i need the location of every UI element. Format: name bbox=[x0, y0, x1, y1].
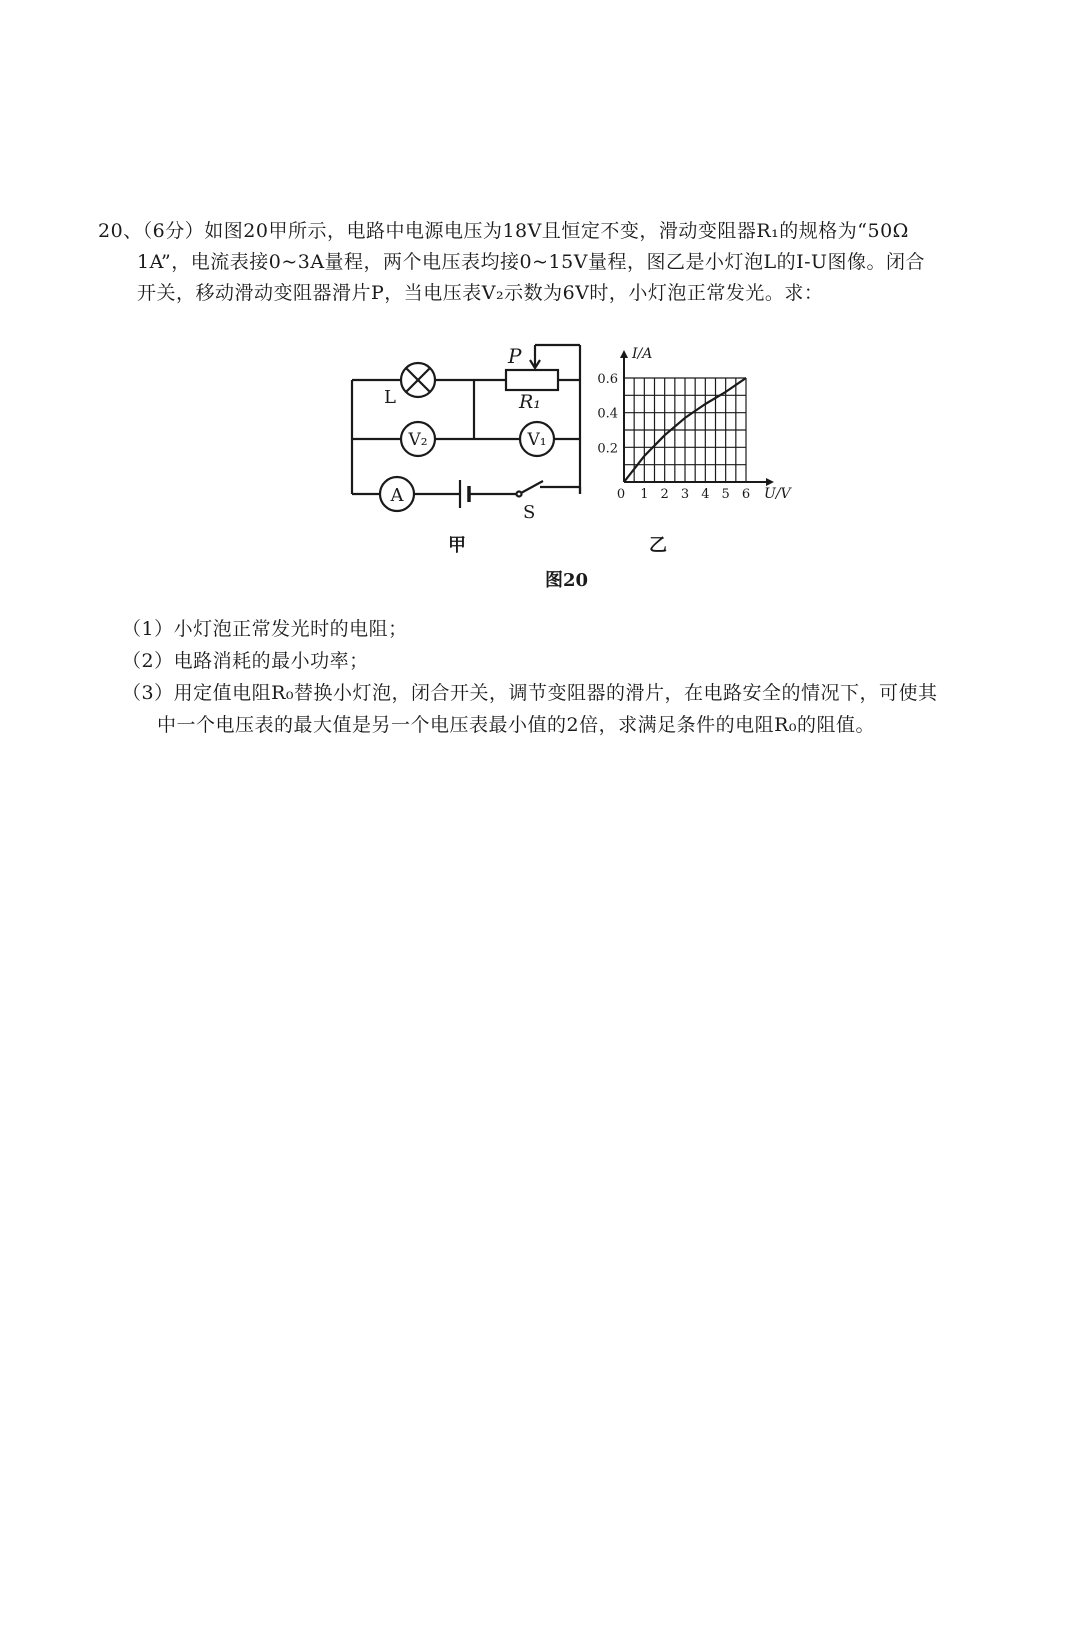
x-tick-label: 5 bbox=[721, 487, 730, 502]
switch-label: S bbox=[523, 502, 536, 523]
rheostat-label: R₁ bbox=[519, 391, 541, 413]
graph-sublabel: 乙 bbox=[649, 535, 667, 556]
x-tick-label: 0 bbox=[616, 487, 626, 502]
sub-question-2: （2）电路消耗的最小功率； bbox=[122, 650, 369, 672]
slider-label: P bbox=[508, 344, 522, 368]
x-tick-label: 3 bbox=[680, 487, 690, 502]
switch-blade bbox=[521, 481, 543, 493]
ammeter-label: A bbox=[390, 485, 404, 506]
y-tick-label: 0.2 bbox=[597, 441, 618, 457]
x-tick-label: 2 bbox=[660, 487, 669, 502]
x-tick-label: 1 bbox=[640, 487, 649, 502]
circuit-sublabel: 甲 bbox=[448, 535, 466, 556]
circuit-diagram bbox=[352, 345, 580, 511]
sub-question-1: （1）小灯泡正常发光时的电阻； bbox=[122, 618, 408, 640]
voltmeter-v1-label: V₁ bbox=[527, 430, 547, 450]
sub-question-3-line-1: （3）用定值电阻R₀替换小灯泡，闭合开关，调节变阻器的滑片，在电路安全的情况下，可使其 bbox=[122, 682, 938, 704]
x-axis-arrow bbox=[766, 478, 774, 486]
sub-question-3-line-2: 中一个电压表的最大值是另一个电压表最小值的2倍，求满足条件的电阻R₀的阻值。 bbox=[157, 714, 876, 736]
y-tick-label: 0.6 bbox=[597, 372, 618, 387]
y-axis-arrow bbox=[620, 350, 628, 358]
question-line-1: 20、（6分）如图20甲所示，电路中电源电压为18V且恒定不变，滑动变阻器R₁的规格为“50Ω bbox=[98, 220, 909, 242]
question-line-2: 1A”，电流表接0~3A量程，两个电压表均接0~15V量程，图乙是小灯泡L的I-U图像。闭合 bbox=[137, 251, 926, 273]
y-axis-label: I/A bbox=[632, 346, 653, 362]
y-tick-label: 0.4 bbox=[597, 406, 618, 422]
x-tick-label: 6 bbox=[741, 487, 751, 502]
lamp-label: L bbox=[384, 387, 396, 408]
voltmeter-v2-label: V₂ bbox=[408, 430, 428, 450]
iu-graph bbox=[597, 346, 792, 502]
x-tick-label: 4 bbox=[701, 487, 710, 502]
x-axis-label: U/V bbox=[764, 486, 791, 502]
question-line-3: 开关，移动滑动变阻器滑片P，当电压表V₂示数为6V时，小灯泡正常发光。求： bbox=[137, 282, 824, 304]
figure-caption: 图20 bbox=[545, 570, 589, 591]
rheostat-symbol bbox=[506, 370, 558, 390]
